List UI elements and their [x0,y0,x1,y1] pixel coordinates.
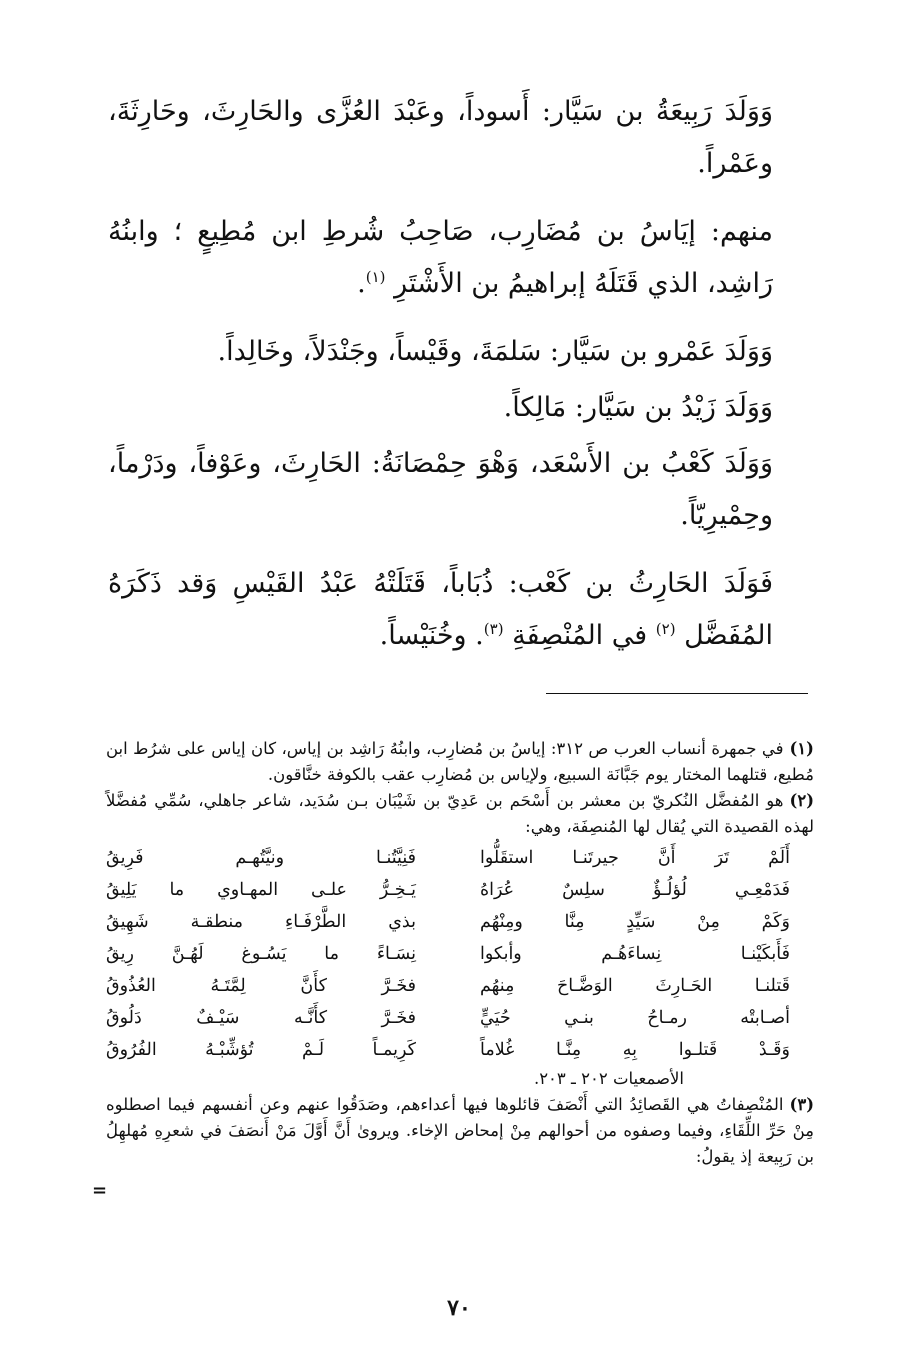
footnote-number: (١) [789,739,814,758]
verse-second-half: فخَـرَّ كأَنَّـه سَيْـفٌ دَلُوقُ [106,1008,416,1028]
poem-verse [106,938,790,970]
page-number: ٧٠ [447,1295,471,1321]
footnote-separator [546,693,808,694]
footnote-1 [106,736,814,788]
paragraph-text: وَوَلَدَ زَيْدُ بن سَيَّار: مَالِكاً. [503,392,773,423]
verse-second-half: يَـخِـرُّ علـى المهـاوي ما يَلِيقُ [106,880,416,900]
paragraph-zayd [108,382,808,434]
footnote-text: في جمهرة أنساب العرب ص ٣١٢: إياسُ بن مُضارِب، وابنُهُ رَاشِد بن إياس، كان إياس على شرُط ابن مُطيع، قتلهما المختار يوم جَبَّانَة السبيع، ولإياس بن مُضارِب عقب بالكوفة خنَّاقون. [106,739,814,784]
paragraph-text: وَوَلَدَ رَبِيعَةُ بن سَيَّار: أَسوداً، وعَبْدَ العُزَّى والحَارِثَ، وحَارِثَةَ، وعَمْراً. [108,96,773,179]
footnote-text: هو المُفضَّل النُكريّ بن معشر بن أَسْحَم بن عَدِيّ بن شَيْبَان بـن سُدَيد، شاعر جاهلي، سُمِّي مُفضَّلاً لهذه القصيدة التي يُقال لها المُنصِفَة، وهي: [106,791,814,836]
poem-verse [106,970,790,1002]
paragraph-end: . وخُنَيْساً. [379,620,484,651]
paragraph-end: . [357,268,366,299]
verse-second-half: بذي الطَّرْفَـاءِ منطقـة شَهِيقُ [106,912,416,932]
poem-source: الأصمعيات ٢٠٢ ـ ٢٠٣. [533,1069,684,1088]
verse-first-half: أصـابتْه رمـاحُ بنـي حُيَيٍّ [480,1008,790,1028]
verse-first-half: أَلَمْ تَرَ أَنَّ جيرتَنـا استقَلُّوا [480,848,790,868]
verse-first-half: فَأَبكَيْنـا نِساءَهُـم وأبكوا [480,944,790,964]
paragraph-text: وَوَلَدَ عَمْرو بن سَيَّار: سَلمَةَ، وقَيْساً، وجَنْدَلاً، وخَالِداً. [217,336,773,367]
verse-second-half: فخَـرَّ كأَنَّ لِمَّتَـهُ العُذُوقُ [106,976,416,996]
verse-first-half: وَكَمْ مِنْ سَيِّدٍ مِنَّا ومِنْهُم [480,912,790,932]
footnote-text: المُنْصِفاتُ هي القَصائِدُ التي أَنْصَفَ قائلوها فيها أعداءهم، وصَدَقُوا عنهم وعن أنفسهم فيما اصطلوه مِنْ حَرِّ اللِّقَاءِ، وفيما وصفوه من أحوالهم مِنْ إمحاض الإخاء. ويروىٰ أَنَّ أَوَّلَ مَنْ أَنصَفَ في شعرِهِ مُهلهِلُ بن رَبِيعة إذ يقولُ: [106,1095,814,1166]
paragraph-harith [108,558,808,662]
poem-verse [106,874,790,906]
paragraph-rabiah [108,86,808,190]
verse-second-half: فَنِيَّتُنـا ونيَّتُهـم فَرِيقُ [106,848,416,868]
verse-second-half: نِسَـاءً ما يَسُـوغ لَهُـنَّ رِيقُ [106,944,416,964]
paragraph-text: في المُنْصِفَةِ [512,620,648,651]
paragraph-kaab [108,438,808,542]
verse-first-half: فَدَمْعِـي لُؤلُـؤٌ سلِسٌ عُرَاهُ [480,880,790,900]
footnote-ref-2[interactable]: (٢) [655,620,676,638]
footnote-2 [106,788,814,840]
poem-verse [106,906,790,938]
footnote-number: (٣) [789,1095,814,1114]
main-text [108,86,808,678]
poem-verse [106,842,790,874]
continuation-mark: = [92,1180,108,1201]
paragraph-text: منهم: إيَاسُ بن مُضَارِب، صَاحِبُ شُرطِ ابن مُطِيعٍ ؛ وابنُهُ رَاشِد، الذي قَتَلَهُ إبراهيمُ بن الأَشْتَرِ [108,216,773,299]
verse-first-half: قَتلنـا الحَـارِثَ الوَضَّـاحَ مِنهُم [480,976,790,996]
poem [106,842,814,1066]
paragraph-iyas [108,206,808,310]
footnote-number: (٢) [789,791,814,810]
paragraph-text: فَوَلَدَ الحَارِثُ بن كَعْب: ذُبَاباً، قَتَلَتْهُ عَبْدُ القَيْسِ وَقد ذَكَرَهُ المُفَضَّل [108,568,773,651]
footnote-ref-3[interactable]: (٣) [483,620,504,638]
verse-second-half: كَرِيمـاً لَـمْ تُؤشِّبْـهُ الفُرُوقُ [106,1040,416,1060]
verse-first-half: وَقَـدْ قَتلـوا بِهِ مِنَّـا غُلاماً [480,1040,790,1060]
paragraph-text: وَوَلَدَ كَعْبُ بن الأَسْعَد، وَهْوَ حِمْصَانَةُ: الحَارِثَ، وعَوْفاً، ودَرْماً، وحِمْيرِيّاً. [108,448,773,531]
footnote-3 [106,1092,814,1170]
paragraph-amr [108,326,808,378]
poem-verse [106,1034,790,1066]
footnotes [106,736,814,1170]
poem-verse [106,1002,790,1034]
footnote-ref-1[interactable]: (١) [365,268,386,286]
